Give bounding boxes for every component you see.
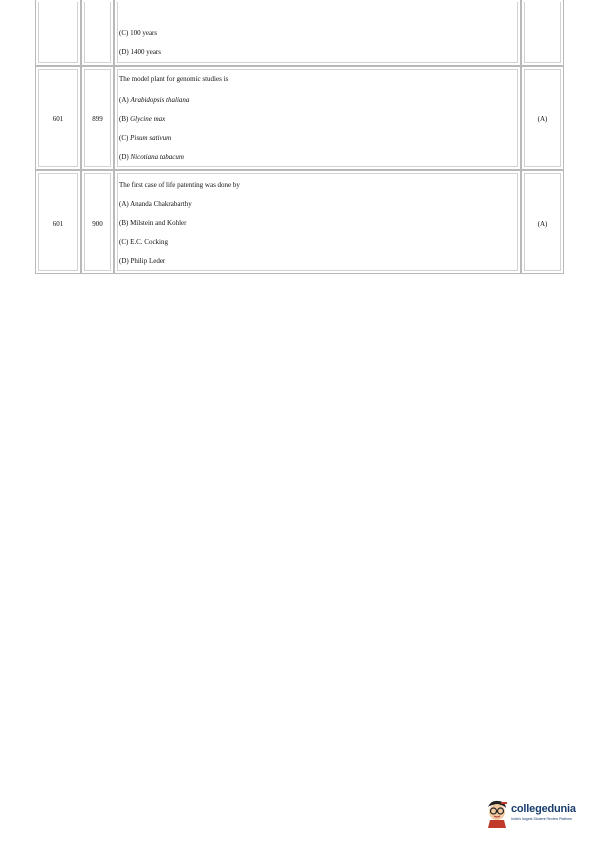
option-b: (B) Milstein and Kohler — [119, 219, 187, 227]
option-a: (A) Arabidopsis thaliana — [119, 96, 190, 104]
collegedunia-logo — [485, 798, 576, 830]
row-number: 601 — [52, 115, 64, 123]
option-c: (C) 100 years — [119, 29, 158, 37]
question-cell — [114, 0, 521, 66]
answer-cell — [521, 170, 564, 274]
option-d: (D) Philip Leder — [119, 257, 166, 265]
logo-tagline: India's largest Student Review Platform — [511, 817, 572, 821]
table-row — [35, 0, 564, 66]
question-number-cell — [81, 66, 114, 170]
option-c: (C) Pisum sativum — [119, 134, 172, 142]
question-number-cell — [81, 170, 114, 274]
mascot-icon — [485, 798, 509, 828]
question-text: The first case of life patenting was done by — [119, 181, 240, 189]
option-d: (D) 1400 years — [119, 48, 161, 56]
question-number: 900 — [92, 220, 103, 228]
row-number-cell — [35, 170, 81, 274]
option-c: (C) E.C. Cocking — [119, 238, 168, 246]
row-number-cell — [35, 0, 81, 66]
question-number-cell — [81, 0, 114, 66]
row-number: 601 — [52, 220, 64, 228]
answer: (A) — [537, 220, 548, 228]
option-d: (D) Nicotiana tabacum — [119, 153, 184, 161]
answer-cell — [521, 66, 564, 170]
question-text: The model plant for genomic studies is — [119, 75, 229, 83]
option-a: (A) Ananda Chakrabarthy — [119, 200, 192, 208]
row-number-cell — [35, 66, 81, 170]
table-row — [35, 66, 564, 170]
answer: (A) — [537, 115, 548, 123]
logo-wordmark: collegedunia — [511, 803, 576, 815]
answer-cell — [521, 0, 564, 66]
option-b: (B) Glycine max — [119, 115, 166, 123]
table-row — [35, 170, 564, 274]
question-number: 899 — [92, 115, 103, 123]
